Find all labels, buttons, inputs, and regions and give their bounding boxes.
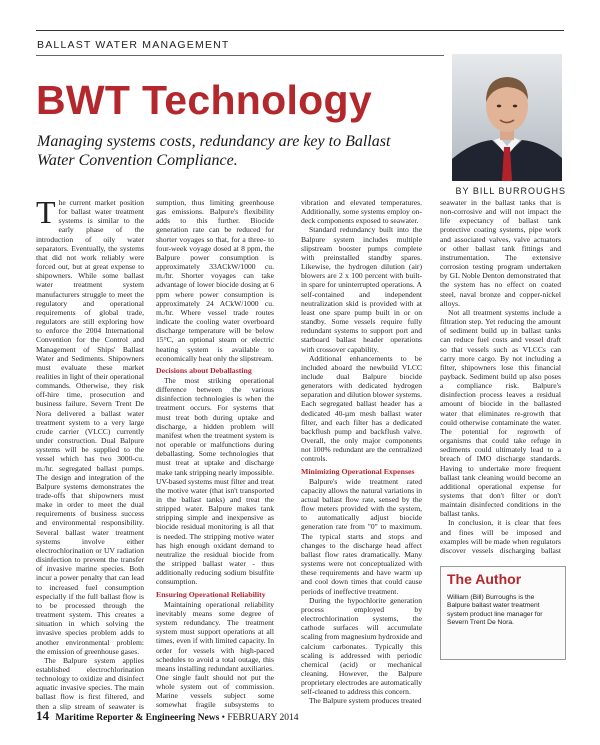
paragraph: Balpure's wide treatment rated capacity allows the natural variations in actual ballast flow rate, sensed by the flow meters provided with the system, to automatically adjust biocide generation rate from "0" to maximum. The typical starts and stops and changes to the discharge head affect ballast flow rates dramatically. Many systems were not conceptualized with these requirements and have warm up and cool down times that could cause periods of ineffective treatment.	[301, 476, 422, 596]
author-box-title: The Author	[447, 571, 522, 587]
author-portrait-image	[452, 54, 562, 181]
drop-cap: T	[36, 198, 56, 230]
author-box	[440, 566, 566, 660]
section-rule	[36, 55, 444, 56]
footer-separator: •	[221, 713, 228, 723]
paragraph: seawater in the ballast tanks that is non-corrosive and will not impact the life expectancy of ballast tank protective coating systems, pipe work and associated valves, valve actuators or other ballast tank fittings and instrumentation. The extensive corrosion testing program undertaken by GL Noble Denton demonstrated that the system has no effect on coated steel, naval bronze and copper-nickel alloys.	[440, 198, 561, 308]
column-2	[156, 198, 274, 710]
paragraph: Not all treatment systems include a filtration step. Yet reducing the amount of sediment build up in ballast tanks can reduce fuel costs and vessel draft so that vessels such as VLCCs can carry more cargo. By not including a filter, shipowners lose this financial payback. Sediment build up also poses a compliance risk. Balpure's disinfection process leaves a residual amount of biocide in the ballasted water that eliminates re-growth that could otherwise contaminate the water. The potential for regrowth of organisms that could take refuge in sediments could ultimately lead to a breach of IMO discharge standards. Having to undertake more frequent ballast tank cleaning would become an additional operational expense for systems that don't filter or don't maintain disinfected conditions in the ballast tanks.	[440, 307, 561, 519]
page-footer	[36, 708, 299, 724]
page-number: 14	[36, 708, 49, 723]
section-label: BALLAST WATER MANAGEMENT	[37, 39, 230, 51]
paragraph: sumption, thus limiting greenhouse gas emissions. Balpure's flexibility adds to this further. Biocide generation rate can be reduced for shorter voyages so that, for a three- to four-week voyage dosed at 8 ppm, the Balpure power consumption is approximately 33ACkW/1000 cu. m./hr. Shorter voyages can take advantage of lower biocide dosing at 6 ppm where power consumption is approximately 24 ACkW/1000 cu. m./hr. Where vessel trade routes indicate the cooling water overboard discharge temperature will be below 15°C, an optional steam or electric heating system is available to economically heat only the slipstream.	[156, 198, 274, 363]
paragraph: During the hypochlorite generation process employed by electrochlorination systems, the cathode surfaces will accumulate scaling from magnesium hydroxide and calcium carbonates. Typically this scaling is addressed with periodic chemical (acid) or mechanical cleaning. However, the Balpure proprietary electrodes are automatically self-cleaned to address this concern.	[301, 595, 422, 697]
column-3	[301, 198, 422, 710]
paragraph: Maintaining operational reliability inevitably means some degree of system redundancy. The treatment system must support operations at all times, even if with limited capacity. In order for vessels with high-paced schedules to avoid a total outage, this means installing redundant auxiliaries. One single fault should not put the whole system out of commission. Marine vessels subject some somewhat fragile subsystems to	[156, 599, 274, 710]
publication-name: Maritime Reporter & Engineering News	[55, 713, 220, 723]
paragraph: Standard redundancy built into the Balpure system includes multiple slipstream booster pumps complete with preinstalled standby spares. Likewise, the hydrogen dilution (air) blowers are 2 x 100 percent with built-in spare for uninterrupted operations. A self-contained and independent neutralization skid is provided with at least one spare pump built in or on standby. Some vessels require fully redundant systems to support port and starboard ballast header operations with crossover capability.	[301, 225, 422, 354]
byline: BY BILL BURROUGHS	[455, 186, 566, 196]
column-4	[440, 198, 561, 555]
article-deck: Managing systems costs, redundancy are key to Ballast Water Convention Compliance.	[37, 133, 391, 169]
subhead-expenses: Minimizing Operational Expenses	[301, 466, 415, 476]
paragraph: Additional enhancements to be included aboard the newbuild VLCC include dual Balpure biocide generators with dedicated hydrogen separation and dilution blower systems. Each segregated ballast header has a dedicated 40-µm mesh ballast water filter, and each filter has a dedicated backflush pump and backflush valve. Overall, the only major components not 100% redundant are the centralized controls.	[301, 353, 422, 464]
author-box-text: William (Bill) Burroughs is the Balpure ballast water treatment system product line manager for Severn Trent De Nora.	[447, 594, 543, 627]
paragraph: vibration and elevated temperatures. Additionally, some systems employ on-deck components exposed to seawater.	[301, 198, 422, 226]
paragraph: The most striking operational difference between the various disinfection technologies is when the treatment occurs. For systems that must treat both during uptake and discharge, a hidden problem will manifest when the treatment system is not operable or malfunctions during deballasting. Some technologies that must treat at uptake and discharge make tank stripping nearly impossible. UV-based systems must filter and treat the motive water (that isn't transported in the ballast tanks) and treat the stripped water. Balpure makes tank stripping simple and inexpensive as biocide residual monitoring is all that is needed. The stripping motive water has high enough oxidant demand to neutralize the residual biocide from the stripped ballast water - thus additionally reducing sodium bisulfite consumption.	[156, 375, 274, 587]
subhead-reliability: Ensuring Operational Reliability	[156, 589, 266, 599]
issue-date: FEBRUARY 2014	[227, 713, 299, 723]
author-photo	[452, 54, 562, 181]
article-headline: BWT Technology	[36, 77, 372, 123]
top-rule	[36, 30, 564, 31]
subhead-deballasting: Decisions about Deballasting	[156, 365, 252, 375]
column-1	[36, 198, 144, 710]
paragraph: The Balpure system produces treated	[309, 696, 422, 706]
paragraph: he current market position for ballast water treatment systems is similar to the early phase of the introduction of oily water separators. Eventually, the systems that did not work reliably were forced out, but at great expense to shipowners. While some ballast water treatment system manufacturers struggle to meet the regulatory and operational requirements of global trade, regulators are still exploring how to enforce the 2004 International Convention for the Control and Management of Ships' Ballast Water and Sediments. Shipowners must evaluate these market realities in light of their operational commands. Otherwise, they risk off-hire time, prosecution and business failure. Severn Trent De Nora delivered a ballast water treatment system to a very large crude carrier (VLCC) currently under construction. Dual Balpure systems will be supplied to the vessel which has two 3000-cu. m./hr. segregated ballast pumps. The design and integration of the Balpure systems demonstrates the trade-offs that shipowners must make in order to meet the dual requirements of business success and environmental responsibility. Several ballast water treatment systems involve either electrochlorination or UV radiation disinfection to prevent the transfer of invasive marine species. Both incur a power penalty that can lead to increased fuel consumption especially if the full ballast flow is to be processed through the treatment system. This creates a situation in which solving the invasive species problem adds to another environmental problem: the emission of greenhouse gases.	[36, 198, 144, 656]
paragraph: In conclusion, it is clear that fees and fines will be imposed and examples will be made when regulators discover vessels discharging ballast	[440, 518, 561, 555]
paragraph: The Balpure system applies established electrochlorination technology to oxidize and disinfect aquatic invasive species. The main ballast flow is first filtered, and then a slip stream of seawater is	[36, 655, 144, 710]
